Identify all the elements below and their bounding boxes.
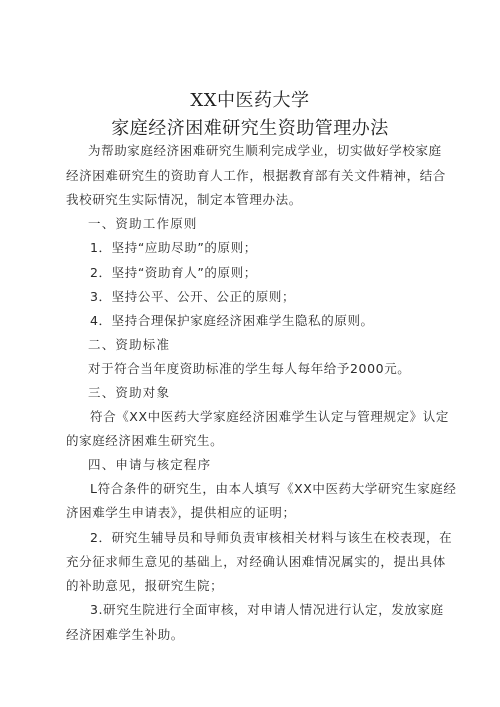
section-4-item-2-line-2: 充分征求师生意见的基础上，对经确认困难情况属实的，提出具体 bbox=[66, 554, 446, 569]
section-1-item-4: 4．坚持合理保护家庭经济困难学生隐私的原则。 bbox=[90, 313, 374, 328]
section-4-item-1-line-2: 济困难学生申请表》，提供相应的证明； bbox=[66, 505, 296, 520]
section-4-item-3-line-1: 3.研究生院进行全面审核，对申请人情况进行认定，发放家庭 bbox=[90, 602, 444, 617]
section-1-item-1: 1．坚持“应助尽助”的原则； bbox=[90, 240, 257, 255]
section-3-heading: 三、资助对象 bbox=[88, 385, 171, 400]
section-4-item-2-line-1: 2．研究生辅导员和导师负责审核相关材料与该生在校表现，在 bbox=[90, 530, 453, 545]
section-3-text-line-2: 的家庭经济困难生研究生。 bbox=[66, 433, 224, 448]
section-2-heading: 二、资助标准 bbox=[88, 337, 171, 352]
intro-line-3: 我校研究生实际情况，制定本管理办法。 bbox=[66, 192, 302, 207]
intro-line-2: 经济困难研究生的资助育人工作，根据教育部有关文件精神，结合 bbox=[66, 168, 446, 183]
section-4-heading: 四、申请与核定程序 bbox=[88, 457, 212, 472]
section-3-text-line-1: 符合《XX中医药大学家庭经济困难学生认定与管理规定》认定 bbox=[90, 409, 449, 424]
document-title-policy: 家庭经济困难研究生资助管理办法 bbox=[111, 118, 389, 139]
intro-line-1: 为帮助家庭经济困难研究生顺利完成学业，切实做好学校家庭 bbox=[88, 143, 442, 158]
section-4-item-2-line-3: 的补助意见，报研究生院； bbox=[66, 578, 224, 593]
section-4-item-3-line-2: 经济困难学生补助。 bbox=[66, 627, 184, 642]
section-2-text: 对于符合当年度资助标准的学生每人每年给予2000元。 bbox=[88, 361, 411, 376]
section-1-item-3: 3．坚持公平、公开、公正的原则； bbox=[90, 289, 296, 304]
section-1-heading: 一、资助工作原则 bbox=[88, 216, 198, 231]
section-1-item-2: 2．坚持“资助育人”的原则； bbox=[90, 265, 257, 280]
document-title-institution: XX中医药大学 bbox=[190, 90, 310, 111]
section-4-item-1-line-1: L符合条件的研究生，由本人填写《XX中医药大学研究生家庭经 bbox=[90, 481, 457, 496]
